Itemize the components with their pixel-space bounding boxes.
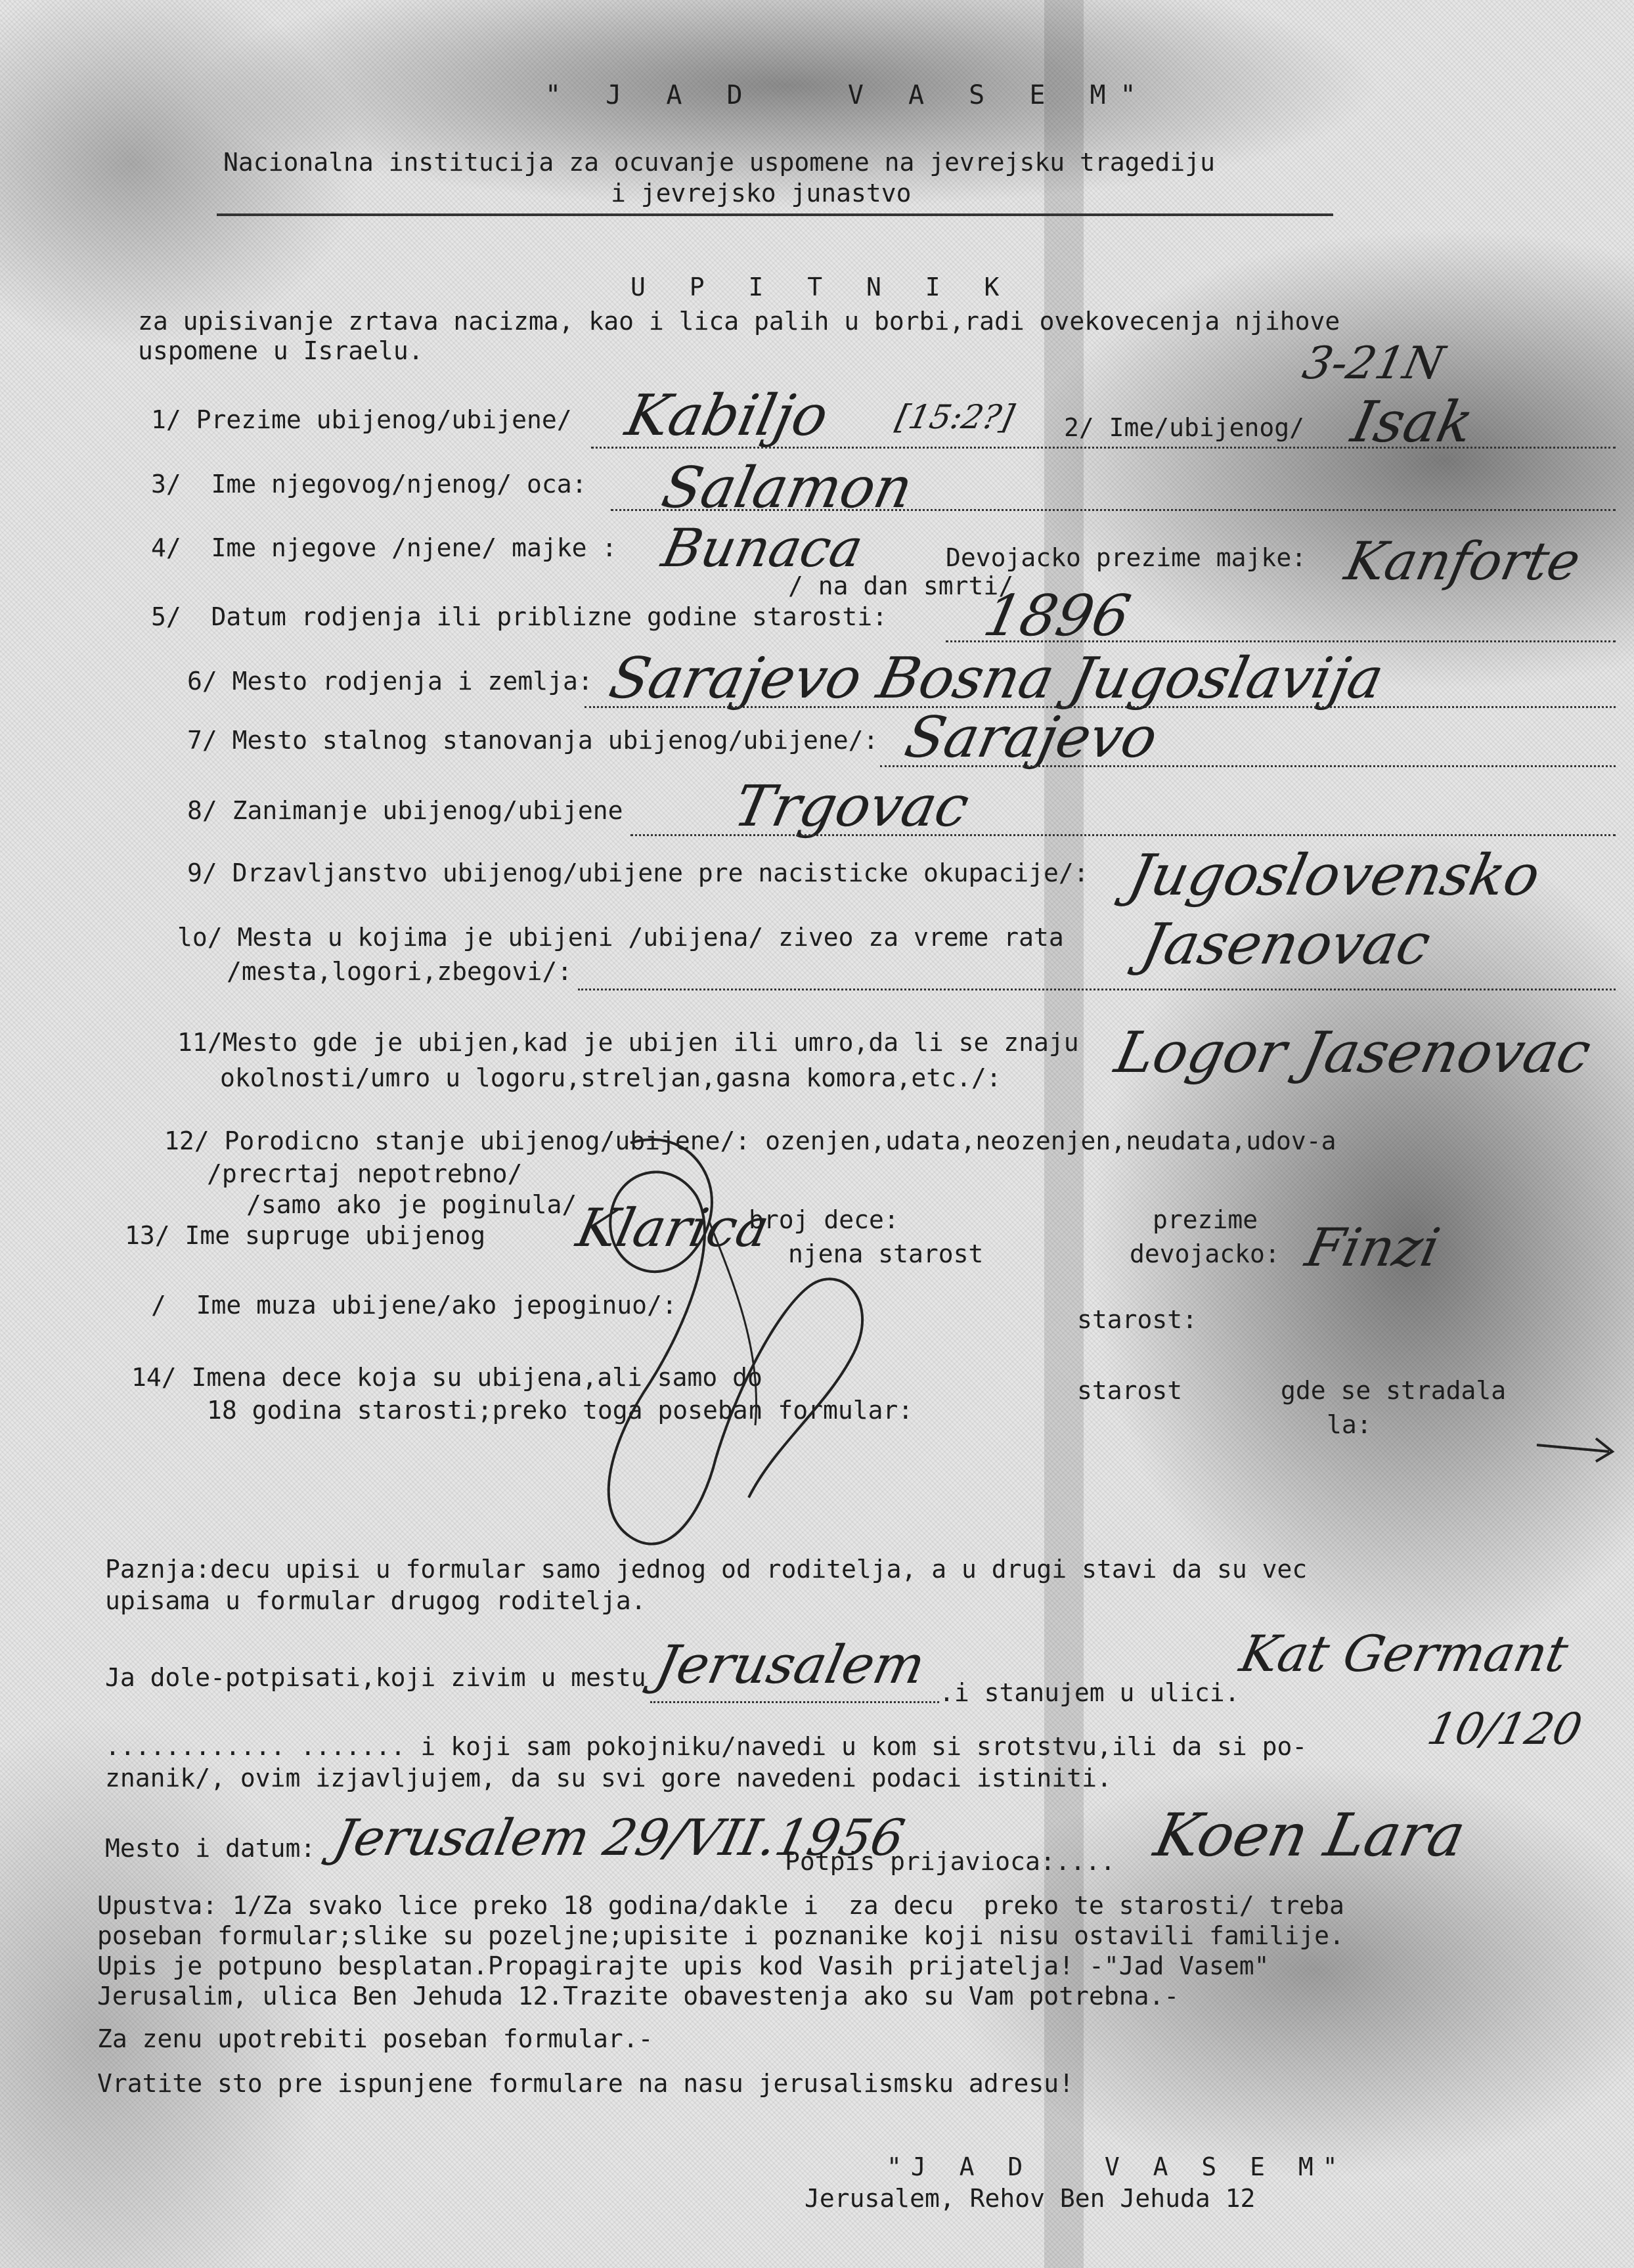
declaration-house-value: 10/120: [1423, 1704, 1587, 1754]
edge-mark: [1530, 1425, 1622, 1465]
q7-residence-value: Sarajevo: [899, 705, 1164, 770]
q12-label-line2: /precrtaj nepotrebno/: [207, 1159, 523, 1188]
form-title: U P I T N I K: [630, 273, 1014, 301]
reference-mark: 3-21N: [1298, 338, 1449, 389]
q13b-age-label: starost:: [1077, 1305, 1198, 1334]
signature-label: Potpis prijavioca:....: [785, 1847, 1116, 1876]
q13-surname-label-2: devojacko:: [1130, 1239, 1280, 1268]
q14-where-label-2: la:: [1327, 1410, 1372, 1439]
q6-label: 6/ Mesto rodjenja i zemlja:: [187, 667, 593, 696]
q9-label: 9/ Drzavljanstvo ubijenog/ubijene pre nacisticke okupacije/:: [187, 858, 1089, 887]
q7-dotted-line: [880, 765, 1616, 767]
q13-label: 13/ Ime supruge ubijenog: [125, 1221, 486, 1250]
declaration-street-value: Kat Germant: [1235, 1624, 1574, 1683]
signature-value: Koen Lara: [1148, 1801, 1472, 1870]
q10-places-value: Jasenovac: [1136, 912, 1436, 977]
q3-dotted-line: [611, 509, 1616, 511]
q2-firstname-value: Isak: [1346, 389, 1480, 455]
q13-surname-label-1: prezime: [1153, 1205, 1258, 1234]
instructions-line4: Jerusalim, ulica Ben Jehuda 12.Trazite obavestenja ako su Vam potrebna.-: [97, 1982, 1180, 2011]
q1-surname-value: Kabiljo: [620, 383, 834, 449]
q9-citizenship-value: Jugoslovensko: [1122, 843, 1546, 908]
instructions-line3: Upis je potpuno besplatan.Propagirajte upis kod Vasih prijatelja! -"Jad Vasem": [97, 1951, 1270, 1980]
q13b-label: / Ime muza ubijene/ako jepoginuo/:: [151, 1291, 677, 1320]
header-subtitle-line1: Nacionalna institucija za ocuvanje uspomene na jevrejsku tragediju: [223, 148, 1215, 177]
q13-note: /samo ako je poginula/: [246, 1190, 577, 1219]
q14-age-label: starost: [1077, 1376, 1183, 1405]
form-intro-line1: za upisivanje zrtava nacizma, kao i lica palih u borbi,radi ovekovecenja njihove: [138, 307, 1340, 336]
footer-address: Jerusalem, Rehov Ben Jehuda 12: [805, 2184, 1256, 2213]
declaration-line2: ............ ....... i koji sam pokojniku/navedi u kom si srotstvu,ili da si po-: [105, 1732, 1308, 1761]
declaration-line1-end: .i stanujem u ulici.: [939, 1678, 1240, 1707]
q7-label: 7/ Mesto stalnog stanovanja ubijenog/ubijene/:: [187, 726, 879, 755]
q10-label: lo/ Mesta u kojima je ubijeni /ubijena/ ziveo za vreme rata: [177, 923, 1064, 952]
q12-label: 12/ Porodicno stanje ubijenog/ubijene/: ozenjen,udata,neozenjen,neudata,udov-a: [164, 1126, 1336, 1155]
pen-scribble: [499, 1117, 906, 1563]
q13-maiden-value: Finzi: [1300, 1217, 1446, 1278]
footer-org: "J A D V A S E M": [887, 2152, 1347, 2181]
declaration-city-dotted-line: [650, 1701, 939, 1703]
instructions-line2: poseban formular;slike su pozeljne;upisite i poznanike koji nisu ostavili familije.: [97, 1921, 1344, 1950]
org-header: " J A D V A S E M": [545, 80, 1151, 110]
q4-mother-value: Bunaca: [657, 518, 869, 579]
q11-label: 11/Mesto gde je ubijen,kad je ubijen ili umro,da li se znaju: [177, 1028, 1079, 1057]
q4-maiden-value: Kanforte: [1340, 531, 1586, 592]
q4-label: 4/ Ime njegove /njene/ majke :: [151, 533, 617, 562]
q10-dotted-line: [578, 989, 1616, 990]
place-date-label: Mesto i datum:: [105, 1834, 316, 1863]
form-intro-line2: uspomene u Israelu.: [138, 336, 424, 365]
q13-children-label: broj dece:: [749, 1205, 899, 1234]
q1-label: 1/ Prezime ubijenog/ubijene/: [151, 405, 572, 434]
q1-dotted-line: [591, 447, 1616, 449]
q2-label: 2/ Ime/ubijenog/: [1064, 413, 1305, 442]
q8-dotted-line: [630, 834, 1616, 836]
q13-age-label: njena starost: [788, 1239, 984, 1268]
q3-label: 3/ Ime njegovog/njenog/ oca:: [151, 470, 587, 499]
q8-label: 8/ Zanimanje ubijenog/ubijene: [187, 796, 623, 825]
q5-dotted-line: [946, 640, 1616, 642]
notice-line1: Paznja:decu upisi u formular samo jednog od roditelja, a u drugi stavi da su vec: [105, 1555, 1308, 1584]
q10-label-line2: /mesta,logori,zbegovi/:: [227, 957, 573, 986]
header-subtitle-line2: i jevrejsko junastvo: [611, 179, 912, 208]
q11-label-line2: okolnosti/umro u logoru,streljan,gasna komora,etc./:: [220, 1063, 1002, 1092]
q14-where-label: gde se stradala: [1281, 1376, 1507, 1405]
q11-death-value: Logor Jasenovac: [1109, 1020, 1597, 1086]
declaration-city-value: Jerusalem: [650, 1634, 931, 1695]
instructions-line5: Za zenu upotrebiti poseban formular.-: [97, 2024, 653, 2053]
q5-note: / na dan smrti/: [788, 571, 1014, 600]
q8-occupation-value: Trgovac: [728, 774, 975, 839]
q3-father-value: Salamon: [656, 455, 919, 521]
q14-label: 14/ Imena dece koja su ubijena,ali samo do: [131, 1363, 762, 1392]
instructions-line6: Vratite sto pre ispunjene formulare na nasu jerusalismsku adresu!: [97, 2069, 1074, 2098]
place-date-value: Jerusalem 29/VII.1956: [328, 1808, 910, 1867]
instructions-line1: Upustva: 1/Za svako lice preko 18 godina/dakle i za decu preko te starosti/ treba: [97, 1891, 1344, 1920]
q5-birth-value: 1896: [978, 583, 1136, 649]
header-rule: [217, 213, 1333, 216]
q4-maiden-label: Devojacko prezime majke:: [946, 543, 1307, 572]
q13-wife-value: Klarica: [571, 1197, 775, 1258]
q1-bracket-note: [15:2?]: [892, 398, 1018, 436]
q6-birthplace-value: Sarajevo Bosna Jugoslavija: [604, 646, 1390, 711]
declaration-line3: znanik/, ovim izjavljujem, da su svi gore navedeni podaci istiniti.: [105, 1764, 1112, 1792]
q5-label: 5/ Datum rodjenja ili priblizne godine starosti:: [151, 602, 888, 631]
declaration-line1-start: Ja dole-potpisati,koji zivim u mestu: [105, 1663, 646, 1692]
q14-label-line2: 18 godina starosti;preko toga poseban formular:: [207, 1396, 914, 1425]
notice-line2: upisama u formular drugog roditelja.: [105, 1586, 646, 1615]
